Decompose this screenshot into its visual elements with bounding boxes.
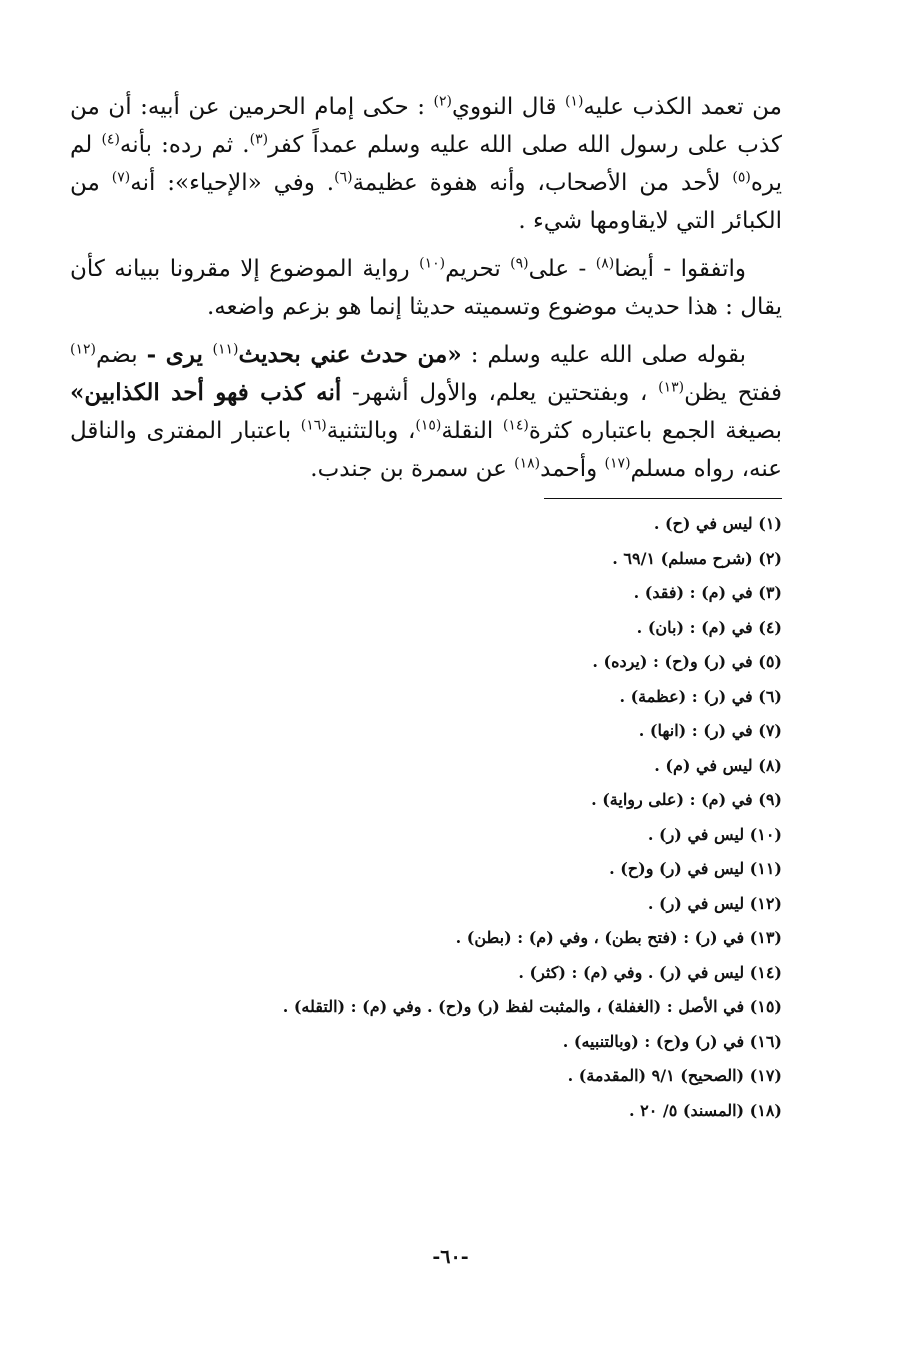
footnote-reference: (٧): [111, 169, 131, 186]
footnote-item: (٧) في (ر) : (انها) .: [638, 721, 782, 740]
footnote-item: (١١) ليس في (ر) و(ح) .: [609, 859, 782, 878]
hadith-quote-text: يرى -: [146, 341, 213, 368]
footnote-reference: (١٣): [658, 379, 685, 396]
page-number: -٦٠-: [432, 1246, 469, 1268]
footnote-item: (١٧) (الصحيح) ٩/١ (المقدمة) .: [567, 1066, 782, 1085]
footnote-item: (١) ليس في (ح) .: [653, 514, 782, 533]
footnote-reference: (٥): [732, 169, 751, 186]
footnote-item: (٢) (شرح مسلم) ٦٩/١ .: [612, 548, 782, 568]
body-text-run: بقوله صلى الله عليه وسلم :: [461, 342, 747, 368]
body-text-run: النقلة: [441, 418, 503, 444]
footnote-item: (١٥) في الأصل : (الغفلة) ، والمثبت لفظ (ر) و(ح) . وفي (م) : (التقله) .: [282, 997, 782, 1016]
footnote-reference: (٨): [595, 255, 615, 272]
hadith-quote-text: أنه كذب فهو أحد الكذابين»: [70, 379, 342, 406]
body-text-run: واتفقوا - أيضا: [614, 256, 747, 282]
footnote-item: (٦) في (ر) : (عظمة) .: [619, 686, 782, 706]
body-text-run: لم يره: [70, 132, 783, 196]
footnote-reference: (١٨): [514, 455, 541, 472]
footnote-item: (١٣) في (ر) : (فتح بطن) ، وفي (م) : (بطن) .: [455, 928, 782, 947]
body-text-run: - على: [528, 256, 596, 282]
footnote-item: (٥) في (ر) و(ح) : (يرده) .: [592, 652, 782, 671]
footnote-reference: (٢): [433, 93, 452, 110]
footnote-item: (٨) ليس في (م) .: [654, 755, 782, 775]
body-text-run: باعتبار المفترى والناقل عنه، رواه مسلم: [70, 418, 782, 482]
footnote-item: (١٢) ليس في (ر) .: [647, 893, 782, 913]
body-text-run: بصيغة الجمع باعتباره كثرة: [528, 418, 782, 444]
footnote-reference: (٦): [334, 169, 353, 186]
footnote-reference: (١٥): [415, 417, 442, 434]
body-text-run: من الكبائر التي لايقاومها شيء .: [70, 170, 782, 234]
body-text-run: لأحد من الأصحاب، وأنه هفوة عظيمة: [352, 170, 733, 196]
body-text-run: ففتح يظن: [684, 380, 783, 406]
footnote-reference: (٤): [101, 131, 120, 148]
paragraph-2: [70, 250, 782, 326]
paragraph-1: [70, 88, 782, 240]
page-body: [70, 88, 782, 1128]
body-text-run: بضم: [95, 342, 147, 368]
footnotes-list: [70, 507, 782, 1128]
footnote-reference: (١٠): [419, 255, 446, 272]
paragraph-3: [70, 336, 782, 488]
body-text-run: ، وبفتحتين يعلم، والأول أشهر-: [341, 380, 659, 406]
footnote-reference: (١): [564, 93, 584, 110]
footnote-reference: (١٢): [70, 341, 96, 358]
footnote-reference: (٩): [510, 255, 529, 272]
body-text-run: : حكى إمام الحرمين عن أبيه: أن من كذب على رسول الله صلى الله عليه وسلم عمداً كفر: [70, 94, 782, 158]
footnote-item: (٤) في (م) : (بان) .: [636, 617, 782, 637]
footnote-item: (٩) في (م) : (على رواية) .: [591, 790, 782, 809]
body-text-run: ، وبالتثنية: [326, 418, 416, 444]
footnote-reference: (١٤): [502, 417, 529, 434]
body-text-run: عن سمرة بن جندب.: [310, 456, 515, 482]
body-text-run: تحريم: [445, 256, 511, 282]
footnote-item: (١٠) ليس في (ر) .: [647, 824, 782, 844]
body-text-run: قال النووي: [451, 94, 565, 120]
footnote-item: (٣) في (م) : (فقد) .: [633, 583, 782, 602]
footnote-item: (١٤) ليس في (ر) . وفي (م) : (كثر) .: [518, 962, 782, 982]
footnote-divider: [544, 498, 782, 499]
main-text: [70, 88, 782, 488]
hadith-quote-text: «من حدث عني بحديث: [238, 341, 462, 368]
body-text-run: . وفي «الإحياء»: أنه: [130, 170, 335, 196]
footnote-reference: (١٦): [300, 417, 327, 434]
footnote-item: (١٦) في (ر) و(ح) : (وبالتنبيه) .: [562, 1031, 782, 1051]
footnote-reference: (١١): [212, 341, 239, 358]
footnote-item: (١٨) (المسند) ٥/ ٢٠ .: [628, 1100, 782, 1120]
footnote-reference: (٣): [249, 131, 269, 148]
footnote-reference: (١٧): [604, 455, 631, 472]
body-text-run: . ثم رده: بأنه: [119, 132, 250, 158]
body-text-run: رواية الموضوع إلا مقرونا ببيانه كأن يقال : هذا حديث موضوع وتسميته حديثا إنما هو بزعم واضعه.: [70, 256, 782, 320]
body-text-run: وأحمد: [540, 456, 605, 482]
body-text-run: من تعمد الكذب عليه: [583, 94, 782, 120]
